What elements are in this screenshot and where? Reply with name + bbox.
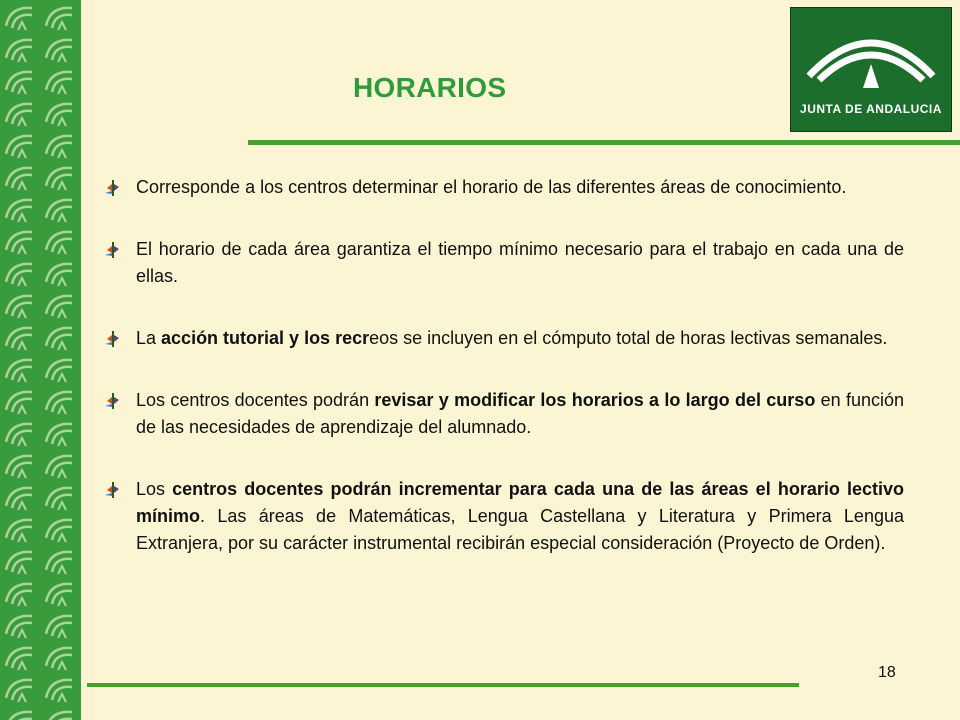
junta-arcs-icon: [46, 424, 72, 446]
feather-quill-icon: [103, 481, 119, 499]
junta-arcs-icon: [6, 168, 32, 190]
junta-arcs-icon: [46, 72, 72, 94]
junta-arcs-icon: [6, 392, 32, 414]
junta-arcs-icon: [6, 72, 32, 94]
bullet-text-run: Los centros docentes podrán: [136, 390, 375, 410]
bullet-text-run: Los: [136, 479, 173, 499]
bullet-item: [103, 387, 904, 441]
junta-arcs-icon: [46, 40, 72, 62]
junta-arcs-icon: [46, 648, 72, 670]
page-number: 18: [878, 664, 896, 681]
bullet-text-bold: acción tutorial y los recr: [161, 328, 370, 348]
bullet-text-run: Corresponde a los centros determinar el horario de las diferentes áreas de conocimiento.: [136, 177, 847, 197]
junta-arcs-icon: [6, 616, 32, 638]
junta-arcs-icon: [6, 200, 32, 222]
junta-arcs-icon: [46, 136, 72, 158]
junta-arcs-icon: [46, 712, 72, 720]
bullet-text-run: La: [136, 328, 162, 348]
footer-divider: [87, 683, 799, 687]
bullet-text-run: en función de las necesidades de aprendizaje del alumnado.: [136, 390, 904, 437]
bullet-text: [136, 476, 904, 557]
bullet-text-run: . Las áreas de Matemáticas, Lengua Castellana y Literatura y Primera Lengua Extranjera, por su carácter instrumental recibirán especial consideración (Proyecto de Orden).: [136, 506, 904, 553]
junta-arcs-icon: [46, 552, 72, 574]
junta-arcs-icon: [6, 520, 32, 542]
page-title: HORARIOS: [353, 72, 507, 103]
junta-arcs-icon: [6, 456, 32, 478]
junta-arcs-icon: [6, 8, 32, 30]
bullet-text: [136, 387, 904, 441]
junta-arcs-icon: [6, 424, 32, 446]
junta-arcs-icon: [6, 680, 32, 702]
junta-arcs-icon: [6, 584, 32, 606]
junta-arcs-icon: [6, 104, 32, 126]
junta-arcs-icon: [46, 392, 72, 414]
junta-arcs-icon: [46, 104, 72, 126]
junta-andalucia-logo: [790, 7, 952, 132]
junta-arcs-icon: [46, 232, 72, 254]
bullet-text: [136, 174, 904, 201]
bullet-text-bold: centros docentes podrán incrementar para cada una de las áreas el horario lectivo mínimo: [136, 479, 904, 526]
junta-arcs-icon: [46, 520, 72, 542]
junta-arcs-icon: [46, 680, 72, 702]
junta-arcs-icon: [46, 296, 72, 318]
junta-arcs-icon: [46, 264, 72, 286]
bullet-text-run: eos se incluyen en el cómputo total de horas lectivas semanales.: [369, 328, 888, 348]
feather-quill-icon: [103, 241, 119, 259]
junta-arcs-icon: [46, 360, 72, 382]
bullet-item: [103, 325, 904, 352]
logo-text: JUNTA DE ANDALUCIA: [800, 102, 942, 116]
bullet-text-bold: revisar y modificar los horarios a lo largo del curso: [374, 390, 816, 410]
junta-arcs-icon: [46, 8, 72, 30]
junta-arcs-icon: [6, 136, 32, 158]
junta-arcs-icon: [46, 616, 72, 638]
bullet-item: [103, 476, 904, 557]
feather-quill-icon: [103, 179, 119, 197]
feather-quill-icon: [103, 330, 119, 348]
junta-arcs-icon: [6, 360, 32, 382]
junta-arcs-icon: [46, 584, 72, 606]
bullet-text: [136, 325, 904, 352]
junta-arcs-icon: [46, 488, 72, 510]
junta-arcs-icon: [46, 200, 72, 222]
decorative-sidebar: [0, 0, 81, 720]
junta-arcs-icon: [46, 456, 72, 478]
junta-arcs-icon: [6, 296, 32, 318]
junta-arcs-icon: [6, 264, 32, 286]
junta-arcs-icon: [6, 552, 32, 574]
title-divider: [248, 140, 960, 145]
junta-arcs-icon: [46, 328, 72, 350]
bullet-item: [103, 236, 904, 290]
bullet-item: [103, 174, 904, 201]
bullet-text: [136, 236, 904, 290]
junta-arcs-icon: [6, 328, 32, 350]
junta-arcs-icon: [6, 712, 32, 720]
junta-arcs-icon: [6, 40, 32, 62]
junta-arcs-icon: [6, 232, 32, 254]
bullet-text-run: El horario de cada área garantiza el tiempo mínimo necesario para el trabajo en cada una de ellas.: [136, 239, 904, 286]
bullet-list: [103, 174, 904, 592]
junta-arcs-icon: [6, 488, 32, 510]
junta-arcs-pattern-icon: [0, 0, 81, 720]
junta-arcs-icon: [46, 168, 72, 190]
feather-quill-icon: [103, 392, 119, 410]
junta-andalucia-emblem-icon: [791, 8, 951, 102]
junta-arcs-icon: [6, 648, 32, 670]
